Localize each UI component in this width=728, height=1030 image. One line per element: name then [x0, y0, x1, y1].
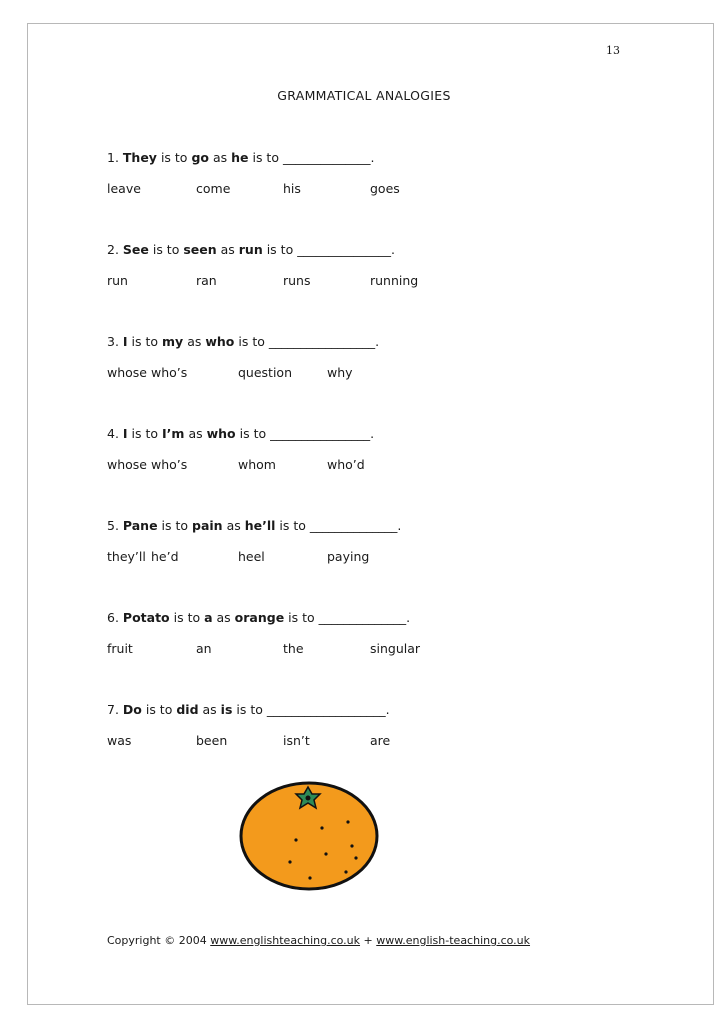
question-text: as — [216, 242, 239, 257]
question-text: is to ______________. — [284, 610, 411, 625]
answer-option[interactable]: heel — [238, 549, 265, 564]
answer-option[interactable]: goes — [370, 181, 400, 196]
answer-option[interactable]: they’ll — [107, 549, 146, 564]
question-keyword: I — [122, 334, 128, 349]
answer-option[interactable]: was — [107, 733, 132, 748]
question-keyword: Pane — [122, 518, 158, 533]
question-2 — [107, 242, 395, 257]
answer-option[interactable]: who’s — [151, 457, 188, 472]
answer-option[interactable]: singular — [370, 641, 421, 656]
answer-options-1 — [107, 181, 507, 199]
question-text: is to — [127, 334, 163, 349]
answer-option[interactable]: whose — [107, 365, 147, 380]
answer-option[interactable]: are — [370, 733, 391, 748]
question-text: is to — [169, 610, 205, 625]
answer-option[interactable]: running — [370, 273, 419, 288]
question-text: 3. — [107, 334, 123, 349]
englishteaching-link[interactable]: www.englishteaching.co.uk — [210, 934, 361, 947]
question-keyword: I — [122, 426, 128, 441]
question-keyword: Potato — [122, 610, 170, 625]
answer-option[interactable]: runs — [283, 273, 311, 288]
question-text: is to — [148, 242, 184, 257]
question-text: is to — [156, 150, 192, 165]
answer-option[interactable]: leave — [107, 181, 141, 196]
question-1 — [107, 150, 374, 165]
question-text: is to — [127, 426, 163, 441]
question-keyword: who — [206, 426, 236, 441]
answer-option[interactable]: whom — [238, 457, 276, 472]
answer-options-6 — [107, 641, 507, 659]
question-text: is to — [141, 702, 177, 717]
answer-option[interactable]: who’s — [151, 365, 188, 380]
page-number: 13 — [606, 44, 620, 57]
answer-option[interactable]: come — [196, 181, 231, 196]
question-text: is to ______________. — [248, 150, 375, 165]
answer-option[interactable]: question — [238, 365, 293, 380]
question-text: is to _______________. — [262, 242, 395, 257]
answer-option[interactable]: why — [327, 365, 353, 380]
question-text: 6. — [107, 610, 123, 625]
question-text: 5. — [107, 518, 123, 533]
answer-option[interactable]: fruit — [107, 641, 133, 656]
question-7 — [107, 702, 390, 717]
answer-option[interactable]: run — [107, 273, 128, 288]
answer-option[interactable]: the — [283, 641, 304, 656]
answer-options-2 — [107, 273, 507, 291]
answer-options-3 — [107, 365, 507, 383]
question-keyword: did — [176, 702, 199, 717]
answer-option[interactable]: isn’t — [283, 733, 310, 748]
answer-options-5 — [107, 549, 507, 567]
question-text: as — [208, 150, 232, 165]
question-text: is to — [157, 518, 193, 533]
question-keyword: is — [220, 702, 233, 717]
answer-option[interactable]: been — [196, 733, 228, 748]
question-text: as — [222, 518, 245, 533]
question-3 — [107, 334, 379, 349]
question-text: as — [198, 702, 221, 717]
question-keyword: run — [238, 242, 263, 257]
question-text: as — [212, 610, 235, 625]
worksheet-title — [0, 88, 728, 103]
question-keyword: seen — [183, 242, 217, 257]
question-6 — [107, 610, 410, 625]
question-text: 7. — [107, 702, 123, 717]
question-keyword: I’m — [162, 426, 185, 441]
english-teaching-link[interactable]: www.english-teaching.co.uk — [376, 934, 531, 947]
question-keyword: orange — [234, 610, 285, 625]
question-5 — [107, 518, 401, 533]
question-text: as — [183, 334, 206, 349]
title-text: GRAMMATICAL ANALOGIES — [277, 88, 451, 103]
answer-options-7 — [107, 733, 507, 751]
question-text: 1. — [107, 150, 123, 165]
answer-options-4 — [107, 457, 507, 475]
question-keyword: a — [204, 610, 213, 625]
question-keyword: See — [122, 242, 149, 257]
answer-option[interactable]: who’d — [327, 457, 365, 472]
question-text: as — [184, 426, 207, 441]
question-keyword: Do — [122, 702, 142, 717]
question-text: is to ________________. — [235, 426, 375, 441]
question-keyword: my — [162, 334, 184, 349]
question-text: is to ______________. — [275, 518, 402, 533]
question-4 — [107, 426, 374, 441]
orange-fruit-icon — [238, 780, 380, 892]
question-text: 2. — [107, 242, 123, 257]
question-keyword: who — [205, 334, 235, 349]
footer-separator: + — [360, 934, 377, 947]
question-text: is to ___________________. — [232, 702, 390, 717]
question-keyword: go — [191, 150, 209, 165]
copyright-footer — [107, 934, 530, 947]
answer-option[interactable]: ran — [196, 273, 217, 288]
answer-option[interactable]: paying — [327, 549, 370, 564]
question-keyword: They — [122, 150, 157, 165]
answer-option[interactable]: he’d — [151, 549, 179, 564]
question-keyword: he’ll — [244, 518, 276, 533]
answer-option[interactable]: his — [283, 181, 301, 196]
question-keyword: pain — [192, 518, 223, 533]
question-text: is to _________________. — [234, 334, 380, 349]
answer-option[interactable]: whose — [107, 457, 147, 472]
answer-option[interactable]: an — [196, 641, 212, 656]
question-keyword: he — [231, 150, 249, 165]
question-text: 4. — [107, 426, 123, 441]
copyright-text: Copyright © 2004 — [107, 934, 211, 947]
